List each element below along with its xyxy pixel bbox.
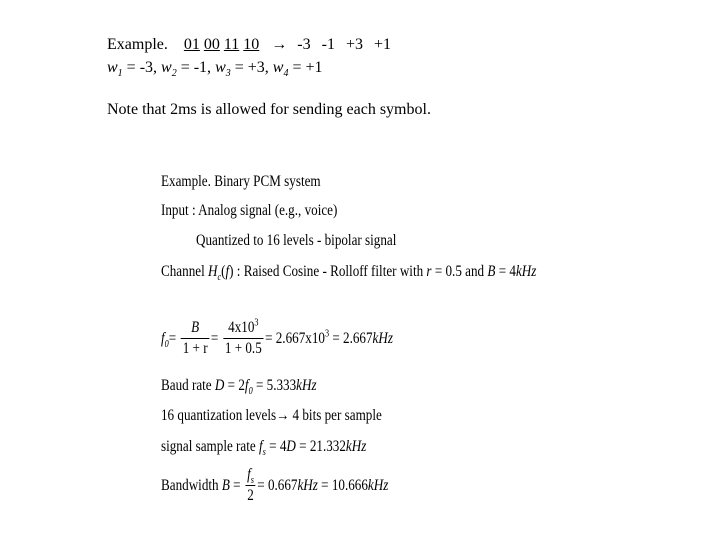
baud-D: D bbox=[214, 377, 225, 394]
example-line bbox=[107, 35, 391, 55]
levels-label: 16 quantization levels bbox=[161, 407, 277, 424]
baud-value: = 5.333 bbox=[252, 377, 297, 394]
w1-sub: 1 bbox=[117, 68, 123, 80]
channel-f: f bbox=[225, 263, 230, 280]
channel-r-value: = 0.5 and bbox=[431, 263, 488, 280]
f0-rest: = 2.667x10 bbox=[265, 329, 325, 347]
channel-B: B bbox=[487, 263, 496, 280]
w3-value: = +3, bbox=[230, 59, 273, 76]
f0-den2: 1 + 0.5 bbox=[224, 340, 262, 357]
f0-rest2: = 2.667 bbox=[329, 329, 373, 347]
channel-khz: kHz bbox=[515, 263, 537, 280]
bandwidth-value-2: = 10.666 bbox=[317, 476, 368, 494]
example-prefix: Example. bbox=[107, 36, 168, 53]
symbol-4: +1 bbox=[373, 36, 391, 53]
bandwidth-B: B bbox=[221, 476, 230, 494]
f0-eq1: = bbox=[168, 329, 177, 347]
right-arrow-icon: → bbox=[276, 407, 290, 424]
f0-fraction-2 bbox=[223, 318, 263, 359]
weights-line bbox=[107, 58, 323, 78]
channel-B-value: = 4 bbox=[495, 263, 516, 280]
bandwidth-num-f: f bbox=[247, 466, 251, 483]
w1-value: = -3, bbox=[122, 59, 162, 76]
channel-r: r bbox=[426, 263, 432, 280]
eq-f0 bbox=[161, 318, 393, 359]
eq-quantized: Quantized to 16 levels - bipolar signal bbox=[196, 232, 397, 249]
f0-num2: 4x10 bbox=[228, 319, 255, 336]
f0-num2-sup: 3 bbox=[254, 317, 259, 329]
bandwidth-num-sub: s bbox=[250, 475, 254, 487]
eq-input: Input : Analog signal (e.g., voice) bbox=[161, 202, 338, 219]
sample-rate-eq: = 4 bbox=[265, 438, 287, 455]
w2-sub: 2 bbox=[171, 68, 177, 80]
f0-sub: 0 bbox=[164, 338, 169, 350]
w2-name: w bbox=[161, 59, 172, 76]
symbol-3: +3 bbox=[345, 36, 363, 53]
eq-bandwidth bbox=[161, 465, 388, 506]
sample-rate-sub: s bbox=[262, 447, 266, 459]
bandwidth-khz-2: kHz bbox=[367, 476, 389, 494]
bit-pair-1: 01 bbox=[183, 36, 200, 53]
eq-title: Example. Binary PCM system bbox=[161, 173, 321, 190]
w3-name: w bbox=[215, 59, 226, 76]
bandwidth-fraction bbox=[245, 465, 255, 506]
w2-value: = -1, bbox=[176, 59, 216, 76]
sample-rate-label: signal sample rate bbox=[161, 438, 260, 455]
baud-sub: 0 bbox=[248, 386, 253, 398]
channel-desc: ) : Raised Cosine - Rolloff filter with bbox=[229, 263, 427, 280]
w4-name: w bbox=[272, 59, 284, 76]
channel-open-paren: ( bbox=[221, 263, 226, 280]
f0-num1: B bbox=[191, 319, 200, 336]
symbol-1: -3 bbox=[297, 36, 311, 53]
f0-rest-sup: 3 bbox=[324, 328, 330, 340]
bit-pair-3: 11 bbox=[223, 36, 240, 53]
eq-sample-rate bbox=[161, 437, 366, 457]
sample-rate-khz: kHz bbox=[345, 438, 367, 455]
baud-f: f bbox=[244, 377, 249, 394]
baud-eq: = 2 bbox=[224, 377, 245, 394]
note-text: Note that 2ms is allowed for sending each symbol. bbox=[107, 101, 431, 118]
bandwidth-den: 2 bbox=[247, 487, 254, 504]
w4-value: = +1 bbox=[288, 59, 323, 76]
f0-eq2: = bbox=[210, 329, 219, 347]
symbol-2: -1 bbox=[321, 36, 335, 53]
baud-label: Baud rate bbox=[161, 377, 215, 394]
eq-baud-rate bbox=[161, 376, 317, 396]
channel-label: Channel bbox=[161, 263, 209, 280]
bit-pair-4: 10 bbox=[243, 36, 260, 53]
eq-quant-levels bbox=[161, 406, 382, 426]
w1-name: w bbox=[107, 59, 118, 76]
right-arrow-icon: → bbox=[271, 36, 288, 53]
levels-post: 4 bits per sample bbox=[289, 407, 382, 424]
sample-rate-value: = 21.332 bbox=[295, 438, 346, 455]
sample-rate-D: D bbox=[286, 438, 296, 455]
baud-khz: kHz bbox=[296, 377, 317, 394]
sample-rate-f: f bbox=[259, 438, 263, 455]
w4-sub: 4 bbox=[283, 68, 289, 80]
f0-f: f bbox=[161, 329, 165, 347]
channel-H: H bbox=[208, 263, 218, 280]
bandwidth-value: = 0.667 bbox=[257, 476, 298, 494]
f0-fraction-1 bbox=[181, 318, 209, 359]
f0-khz: kHz bbox=[372, 329, 393, 347]
bandwidth-label: Bandwidth bbox=[161, 476, 222, 494]
eq-channel bbox=[161, 262, 536, 282]
bandwidth-khz-1: kHz bbox=[297, 476, 318, 494]
f0-den1: 1 + r bbox=[182, 340, 208, 357]
bit-pair-2: 00 bbox=[203, 36, 220, 53]
w3-sub: 3 bbox=[225, 68, 231, 80]
bandwidth-eq: = bbox=[229, 476, 241, 494]
channel-H-sub: c bbox=[217, 272, 222, 284]
